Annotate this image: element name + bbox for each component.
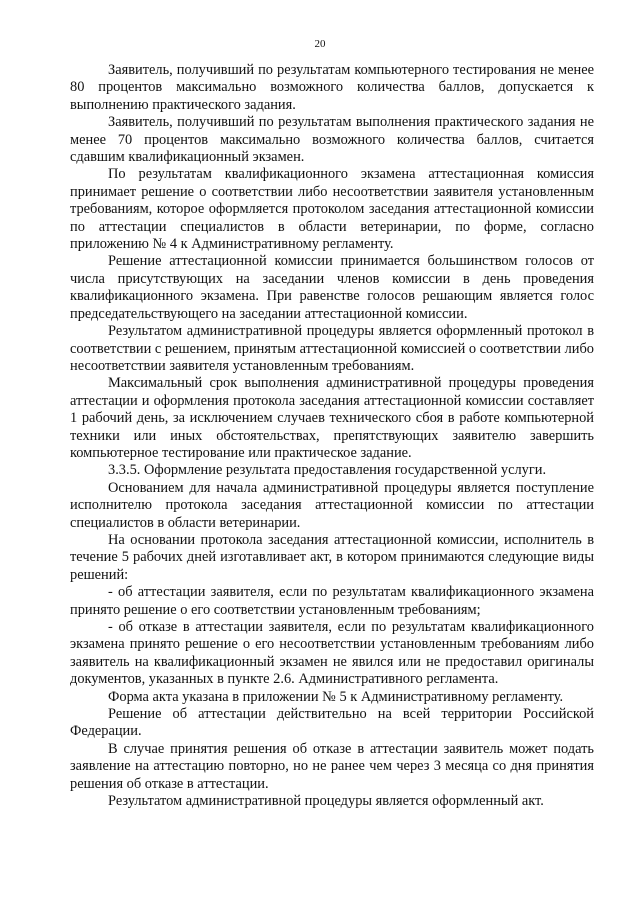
paragraph: Максимальный срок выполнения административной процедуры проведения аттестации и оформления протокола заседания аттестационной комиссии составляет 1 рабочий день, за исключением случаев технического сбоя в работе компьютерной техники или иных обстоятельствах, препятствующих заявителю завершить компьютерное тестирование или практическое задание. — [70, 375, 594, 461]
paragraph: Заявитель, получивший по результатам выполнения практического задания не менее 70 процентов максимально возможного количества баллов, считается сдавшим квалификационный экзамен. — [70, 114, 594, 166]
list-item: - об аттестации заявителя, если по результатам квалификационного экзамена принято решение о его соответствии установленным требованиям; — [70, 584, 594, 618]
paragraph: На основании протокола заседания аттестационной комиссии, исполнитель в течение 5 рабочих дней изготавливает акт, в котором принимаются следующие виды решений: — [70, 531, 594, 583]
paragraph: Форма акта указана в приложении № 5 к Административному регламенту. — [108, 688, 564, 705]
paragraph: Основанием для начала административной процедуры является поступление исполнителю протокола заседания аттестационной комиссии по аттестации специалистов в области ветеринарии. — [70, 479, 594, 531]
paragraph: В случае принятия решения об отказе в аттестации заявитель может подать заявление на аттестацию повторно, но не ранее чем через 3 месяца со дня принятия решения об отказе в аттестации. — [70, 740, 594, 792]
paragraph: По результатам квалификационного экзамена аттестационная комиссия принимает решение о соответствии либо несоответствии заявителя установленным требованиям, которое оформляется протоколом заседания аттестационной комиссии по аттестации специалистов в области ветеринарии, по форме, согласно приложению № 4 к Административному регламенту. — [70, 166, 594, 253]
paragraph: Решение аттестационной комиссии принимается большинством голосов от числа присутствующих на заседании членов комиссии в день проведения квалификационного экзамена. При равенстве голосов решающим является голос председательствующего на заседании аттестационной комиссии. — [70, 253, 594, 322]
list-item: - об отказе в аттестации заявителя, если по результатам квалификационного экзамена принято решение о его несоответствии установленным требованиям либо заявитель на квалификационный экзамен не явился или не предоставил оригиналы документов, указанных в пункте 2.6. Административного регламента. — [70, 619, 594, 688]
body-text — [70, 62, 594, 810]
section-heading: 3.3.5. Оформление результата предоставления государственной услуги. — [108, 462, 547, 479]
page-number: 20 — [314, 38, 326, 50]
paragraph: Результатом административной процедуры является оформленный акт. — [108, 793, 544, 810]
paragraph: Результатом административной процедуры является оформленный протокол в соответствии с решением, принятым аттестационной комиссией о соответствии либо несоответствии заявителя установленным требованиям. — [70, 323, 594, 374]
paragraph: Решение об аттестации действительно на всей территории Российской Федерации. — [70, 706, 594, 740]
paragraph: Заявитель, получивший по результатам компьютерного тестирования не менее 80 процентов максимально возможного количества баллов, допускается к выполнению практического задания. — [70, 62, 594, 113]
